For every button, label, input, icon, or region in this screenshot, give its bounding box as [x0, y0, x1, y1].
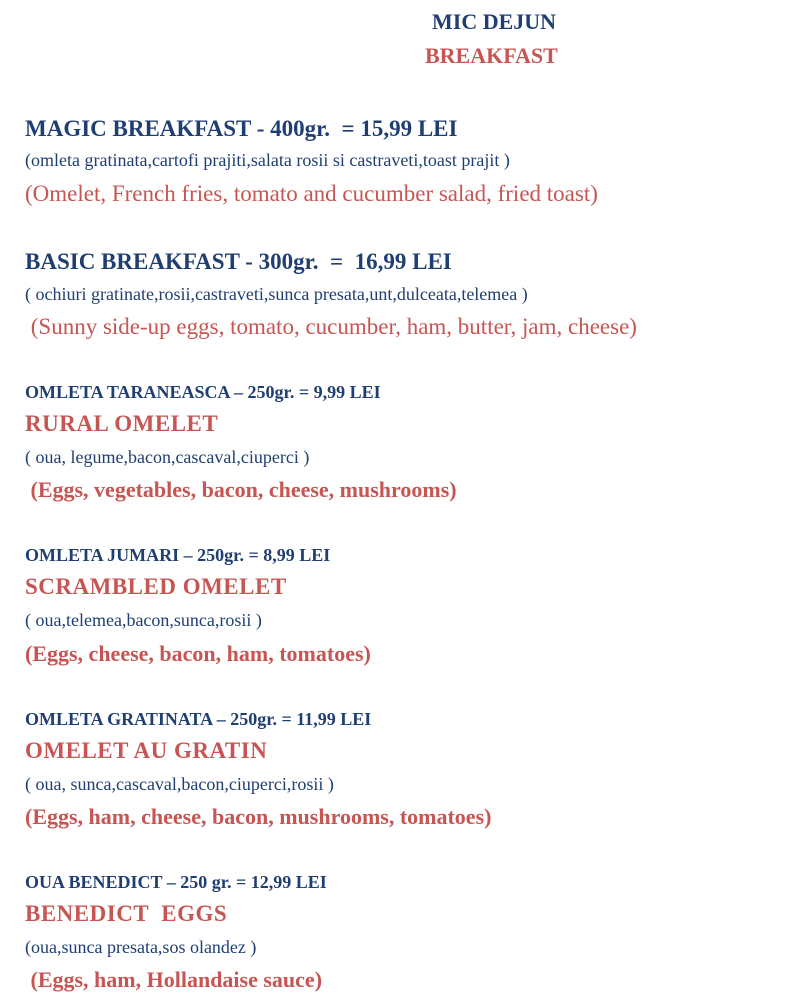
item-subtitle-en: OMELET AU GRATIN — [25, 738, 268, 763]
item-description-ro: (omleta gratinata,cartofi prajiti,salata rosii si castraveti,toast prajit ) — [25, 150, 510, 170]
item-description-ro: ( oua, sunca,cascaval,bacon,ciuperci,rosii ) — [25, 774, 334, 794]
item-description-ro: ( oua, legume,bacon,cascaval,ciuperci ) — [25, 447, 310, 467]
item-title: OUA BENEDICT – 250 gr. = 12,99 LEI — [25, 872, 327, 892]
menu-title-en: BREAKFAST — [425, 43, 558, 68]
item-description-ro: ( oua,telemea,bacon,sunca,rosii ) — [25, 610, 262, 630]
item-subtitle-en: SCRAMBLED OMELET — [25, 574, 287, 599]
item-title: OMLETA GRATINATA – 250gr. = 11,99 LEI — [25, 709, 372, 729]
item-description-ro: ( ochiuri gratinate,rosii,castraveti,sunca presata,unt,dulceata,telemea ) — [25, 284, 528, 304]
item-description-en: (Eggs, vegetables, bacon, cheese, mushrooms) — [25, 477, 457, 502]
item-title: BASIC BREAKFAST - 300gr. = 16,99 LEI — [25, 249, 452, 274]
item-description-ro: (oua,sunca presata,sos olandez ) — [25, 937, 257, 957]
item-description-en: (Eggs, ham, cheese, bacon, mushrooms, tomatoes) — [25, 804, 492, 829]
item-description-en: (Eggs, ham, Hollandaise sauce) — [25, 967, 323, 992]
item-description-en: (Eggs, cheese, bacon, ham, tomatoes) — [25, 641, 371, 666]
item-description-en: (Sunny side-up eggs, tomato, cucumber, ham, butter, jam, cheese) — [25, 314, 637, 339]
item-title: OMLETA TARANEASCA – 250gr. = 9,99 LEI — [25, 382, 381, 402]
menu-title-ro: MIC DEJUN — [432, 9, 557, 34]
item-subtitle-en: RURAL OMELET — [25, 411, 219, 436]
item-description-en: (Omelet, French fries, tomato and cucumber salad, fried toast) — [25, 181, 598, 206]
item-title: OMLETA JUMARI – 250gr. = 8,99 LEI — [25, 545, 331, 565]
item-title: MAGIC BREAKFAST - 400gr. = 15,99 LEI — [25, 116, 458, 141]
item-subtitle-en: BENEDICT EGGS — [25, 901, 228, 926]
